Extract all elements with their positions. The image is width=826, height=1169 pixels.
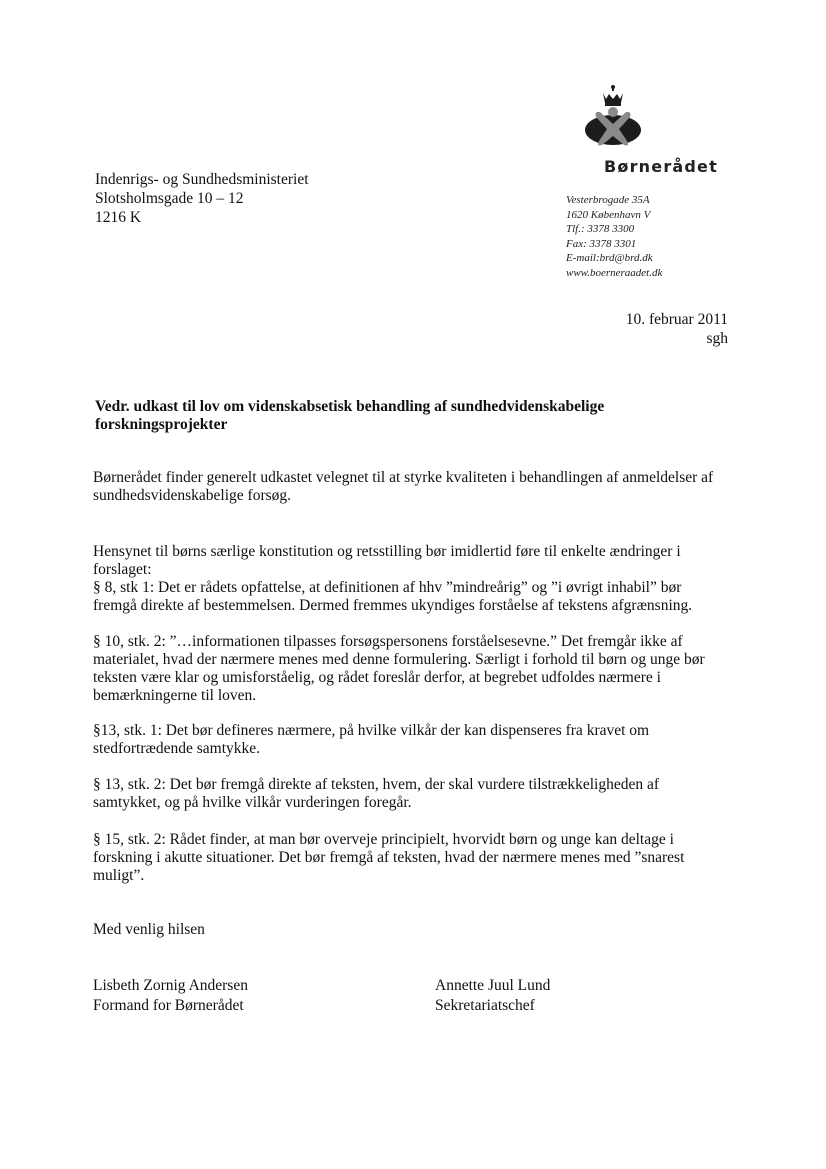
signatory-name: Annette Juul Lund — [435, 977, 551, 994]
sender-organization-name: Børnerådet — [604, 157, 718, 176]
signatory-title: Formand for Børnerådet — [93, 997, 244, 1014]
signatory-title: Sekretariatschef — [435, 997, 535, 1014]
paragraph-line: §13, stk. 1: Det bør defineres nærmere, på hvilke vilkår der kan dispenseres fra kravet om — [93, 722, 650, 739]
sender-address: Vesterbrogade 35A — [566, 194, 650, 206]
sender-contact-block — [566, 193, 662, 280]
paragraph-line: forslaget: — [93, 561, 152, 578]
letter-date: 10. februar 2011 — [625, 311, 728, 328]
body-paragraph — [93, 469, 738, 505]
body-paragraph — [93, 831, 738, 885]
paragraph-line: materialet, hvad der nærmere menes med denne formulering. Særligt i forhold til børn og unge bør — [93, 651, 705, 668]
paragraph-line: § 13, stk. 2: Det bør fremgå direkte af teksten, hvem, der skal vurdere tilstrækkeligheden af — [93, 776, 660, 793]
sender-city: 1620 København V — [566, 208, 651, 221]
sender-website: www.boerneraadet.dk — [566, 266, 663, 279]
closing-salutation: Med venlig hilsen — [93, 921, 205, 938]
recipient-name: Indenrigs- og Sundhedsministeriet — [95, 171, 309, 188]
paragraph-line: muligt”. — [93, 867, 145, 884]
recipient-address — [95, 170, 309, 227]
subject-line: Vedr. udkast til lov om videnskabsetisk behandling af sundhedvidenskabelige — [95, 398, 605, 415]
date-block — [626, 310, 728, 348]
paragraph-line: sundhedsvidenskabelige forsøg. — [93, 487, 292, 504]
recipient-postal: 1216 K — [95, 209, 142, 226]
signatory-block — [435, 976, 550, 1016]
paragraph-line: Hensynet til børns særlige konstitution og retsstilling bør imidlertid føre til enkelte ændringer i — [93, 543, 681, 560]
paragraph-line: stedfortrædende samtykke. — [93, 740, 261, 757]
paragraph-line: bemærkningerne til loven. — [93, 687, 257, 704]
body-paragraph — [93, 543, 738, 615]
paragraph-line: fremgå direkte af bestemmelsen. Dermed fremmes ukyndiges forståelse af tekstens afgrænsning. — [93, 597, 693, 614]
body-paragraph — [93, 722, 738, 758]
body-paragraph — [93, 633, 738, 705]
letter-initials: sgh — [706, 330, 728, 347]
paragraph-line: § 15, stk. 2: Rådet finder, at man bør overveje principielt, hvorvidt børn og unge kan deltage i — [93, 831, 674, 848]
letter-subject — [95, 398, 695, 434]
paragraph-line: § 8, stk 1: Det er rådets opfattelse, at definitionen af hhv ”mindreårig” og ”i øvrigt inhabil” bør — [93, 579, 682, 596]
crowned-child-logo-icon — [583, 84, 643, 150]
sender-fax: Fax: 3378 3301 — [566, 237, 637, 250]
recipient-street: Slotsholmsgade 10 – 12 — [95, 190, 244, 207]
body-paragraph — [93, 776, 738, 812]
paragraph-line: forskning i akutte situationer. Det bør fremgå af teksten, hvad der nærmere menes med ”snarest — [93, 849, 685, 866]
paragraph-line: samtykket, og på hvilke vilkår vurderingen foregår. — [93, 794, 412, 811]
sender-email: E-mail:brd@brd.dk — [566, 252, 653, 264]
paragraph-line: Børnerådet finder generelt udkastet velegnet til at styrke kvaliteten i behandlingen af anmeldelser af — [93, 469, 714, 486]
paragraph-line: teksten være klar og umisforståelig, og rådet foreslår derfor, at begrebet udfoldes nærmere i — [93, 669, 661, 686]
subject-line: forskningsprojekter — [95, 416, 228, 433]
signatory-block — [93, 976, 248, 1016]
paragraph-line: § 10, stk. 2: ”…informationen tilpasses forsøgspersonens forståelsesevne.” Det fremgår ikke af — [93, 633, 683, 650]
sender-phone: Tlf.: 3378 3300 — [566, 223, 635, 235]
signatory-name: Lisbeth Zornig Andersen — [93, 977, 248, 994]
